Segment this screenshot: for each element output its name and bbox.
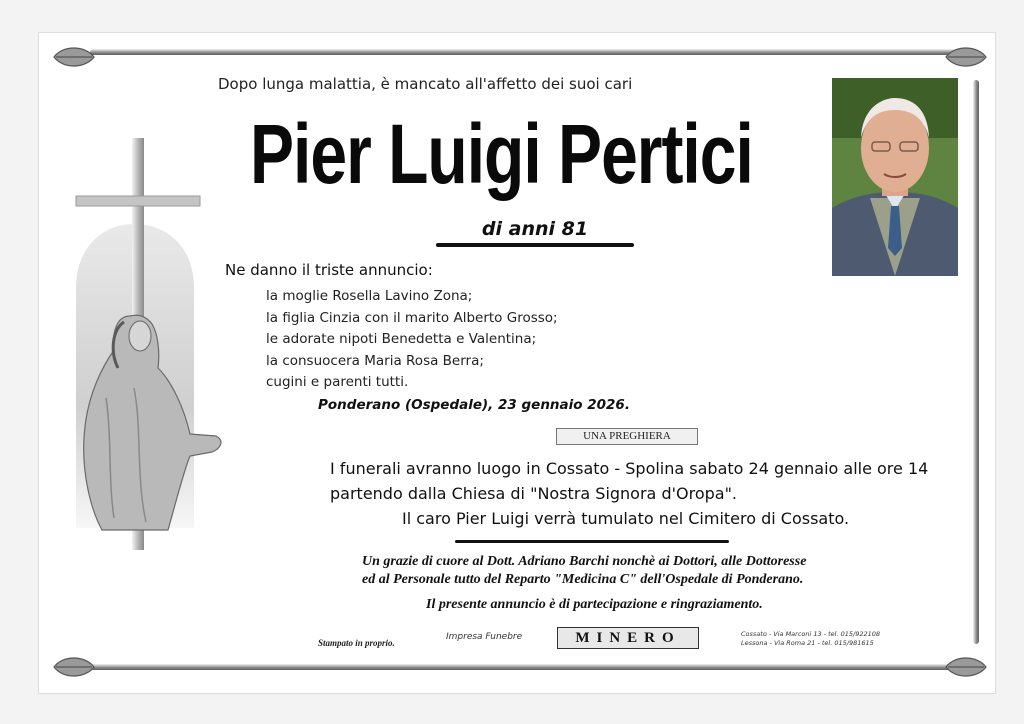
deceased-name: Pier Luigi Pertici xyxy=(250,106,753,201)
leaf-ornament-icon xyxy=(52,654,96,680)
cross-icon xyxy=(72,138,232,554)
funeral-home-logo: MINERO xyxy=(557,627,699,649)
place-date: Ponderano (Ospedale), 23 gennaio 2026. xyxy=(318,397,630,413)
list-item: la moglie Rosella Lavino Zona; xyxy=(266,288,473,304)
address-line: Cossato - Via Marconi 13 - tel. 015/922108 xyxy=(741,630,881,638)
intro-text: Dopo lunga malattia, è mancato all'affetto dei suoi cari xyxy=(218,75,633,93)
leaf-ornament-icon xyxy=(944,44,988,70)
portrait-photo xyxy=(832,78,958,276)
funeral-line: partendo dalla Chiesa di "Nostra Signora d'Oropa". xyxy=(330,484,738,503)
funeral-home-label: Impresa Funebre xyxy=(446,632,523,642)
burial-text: Il caro Pier Luigi verrà tumulato nel Cimitero di Cossato. xyxy=(402,509,850,528)
divider xyxy=(455,540,729,543)
age-text: di anni 81 xyxy=(481,218,589,240)
prayer-label: UNA PREGHIERA xyxy=(556,428,698,445)
announcement-heading: Ne danno il triste annuncio: xyxy=(225,261,433,279)
funeral-line: I funerali avranno luogo in Cossato - Spolina sabato 24 gennaio alle ore 14 xyxy=(330,459,929,478)
list-item: le adorate nipoti Benedetta e Valentina; xyxy=(266,331,537,347)
thanks-line: Un grazie di cuore al Dott. Adriano Barchi nonchè ai Dottori, alle Dottoresse xyxy=(362,554,807,569)
leaf-ornament-icon xyxy=(944,654,988,680)
participation-text: Il presente annuncio è di partecipazione e ringraziamento. xyxy=(426,597,763,612)
thanks-line: ed al Personale tutto del Reparto "Medicina C" dell'Ospedale di Ponderano. xyxy=(362,572,804,587)
list-item: la consuocera Maria Rosa Berra; xyxy=(266,352,484,369)
list-item: cugini e parenti tutti. xyxy=(266,374,409,390)
thanks-text xyxy=(362,553,882,589)
printed-note: Stampato in proprio. xyxy=(318,638,395,648)
address-line: Lessona - Via Roma 21 - tel. 015/981615 xyxy=(741,639,874,647)
funeral-details xyxy=(330,456,970,506)
bottom-rail xyxy=(90,664,956,670)
divider xyxy=(436,243,634,247)
right-rail xyxy=(973,80,979,644)
funeral-home-address xyxy=(741,630,880,648)
relatives-list xyxy=(266,286,558,394)
top-rail xyxy=(90,49,956,55)
leaf-ornament-icon xyxy=(52,44,96,70)
list-item: la figlia Cinzia con il marito Alberto Grosso; xyxy=(266,309,558,326)
